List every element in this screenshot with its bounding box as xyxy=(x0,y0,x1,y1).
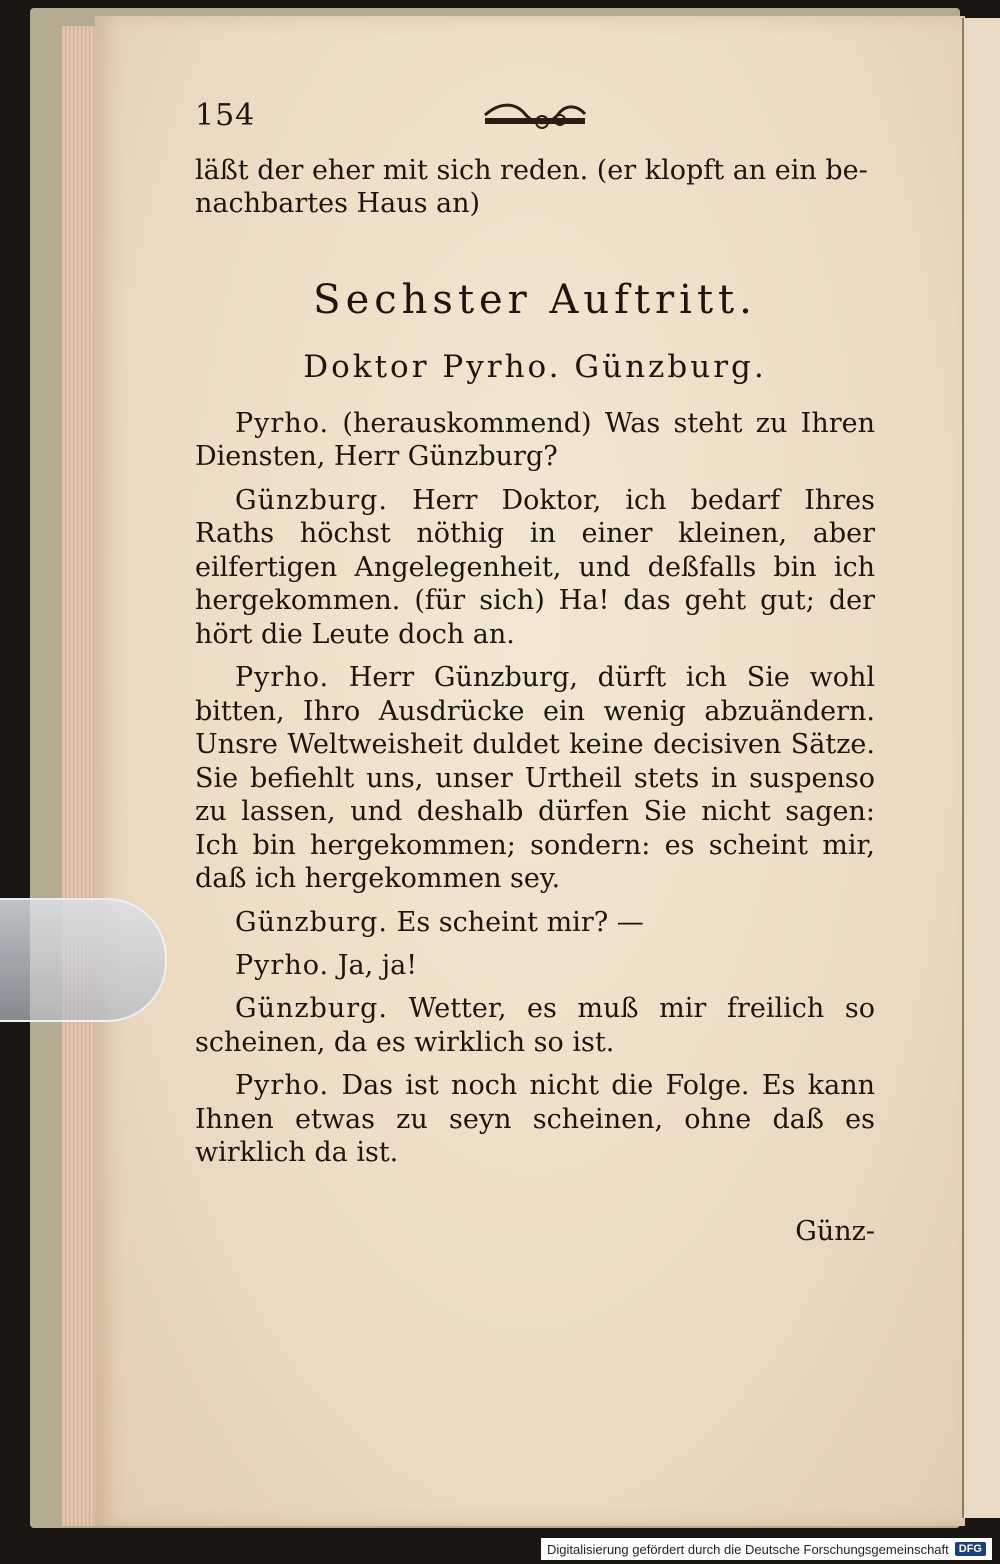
catchword: Günz- xyxy=(795,1215,875,1247)
dialogue-paragraph xyxy=(195,992,875,1059)
bookmark-clip xyxy=(0,898,167,1022)
page-number: 154 xyxy=(195,97,256,133)
scene-title: Sechster Auftritt. xyxy=(313,276,757,323)
character-list: Doktor Pyrho. Günzburg. xyxy=(303,348,767,385)
digitization-footer xyxy=(541,1538,992,1560)
dialogue-paragraph xyxy=(195,407,875,474)
dialogue-paragraph xyxy=(195,949,875,982)
facing-page-edge xyxy=(962,18,1000,1518)
dialogue-text: Das ist noch nicht die Folge. Es kann Ihnen etwas zu seyn scheinen, ohne daß es wirklich da ist. xyxy=(195,1070,875,1169)
speaker-name: Pyrho. xyxy=(235,1070,330,1102)
page-text xyxy=(195,90,875,1247)
dialogue-text: Es scheint mir? — xyxy=(396,906,644,938)
dialogue-paragraph xyxy=(195,661,875,895)
dialogue-paragraph xyxy=(195,1069,875,1169)
speaker-name: Günzburg. xyxy=(235,993,389,1025)
speaker-name: Pyrho. xyxy=(235,407,330,439)
speaker-name: Pyrho. xyxy=(235,949,330,981)
speaker-name: Günzburg. xyxy=(235,484,389,516)
speaker-name: Pyrho. xyxy=(235,662,330,694)
dfg-logo: DFG xyxy=(955,1542,986,1556)
dialogue-text: (herauskommend) Was steht zu Ihren Diensten, Herr Günzburg? xyxy=(195,407,875,473)
speaker-name: Günzburg. xyxy=(235,906,389,938)
page-header xyxy=(195,90,875,140)
printer-ornament-icon xyxy=(480,98,590,132)
text-line: nachbartes Haus an) xyxy=(195,188,481,220)
dialogue-text: Wetter, es muß mir freilich so scheinen, da es wirklich so ist. xyxy=(195,993,875,1058)
dialogue-text: Herr Günzburg, dürft ich Sie wohl bitten, Ihro Ausdrücke ein wenig abzuändern. Unsre Weltweisheit duldet keine decisiven Sätze. Sie befiehlt uns, unser Urtheil stets in suspenso zu lassen, und deshalb dürfen Sie nicht sagen: Ich bin hergekommen; sondern: es scheint mir, daß ich hergekommen sey. xyxy=(195,662,875,895)
dialogue-paragraph xyxy=(195,484,875,651)
dialogue-paragraph xyxy=(195,906,875,939)
text-line: läßt der eher mit sich reden. (er klopft an ein be- xyxy=(195,155,868,186)
footer-credit: Digitalisierung gefördert durch die Deutsche Forschungsgemeinschaft xyxy=(546,1541,949,1557)
dialogue-text: Ja, ja! xyxy=(337,949,418,981)
dialogue-text: Herr Doktor, ich bedarf Ihres Raths höchst nöthig in einer kleinen, aber eilfertigen Angelegenheit, und deßfalls bin ich hergekommen. (für sich) Ha! das geht gut; der hört die Leute doch an. xyxy=(195,484,876,650)
